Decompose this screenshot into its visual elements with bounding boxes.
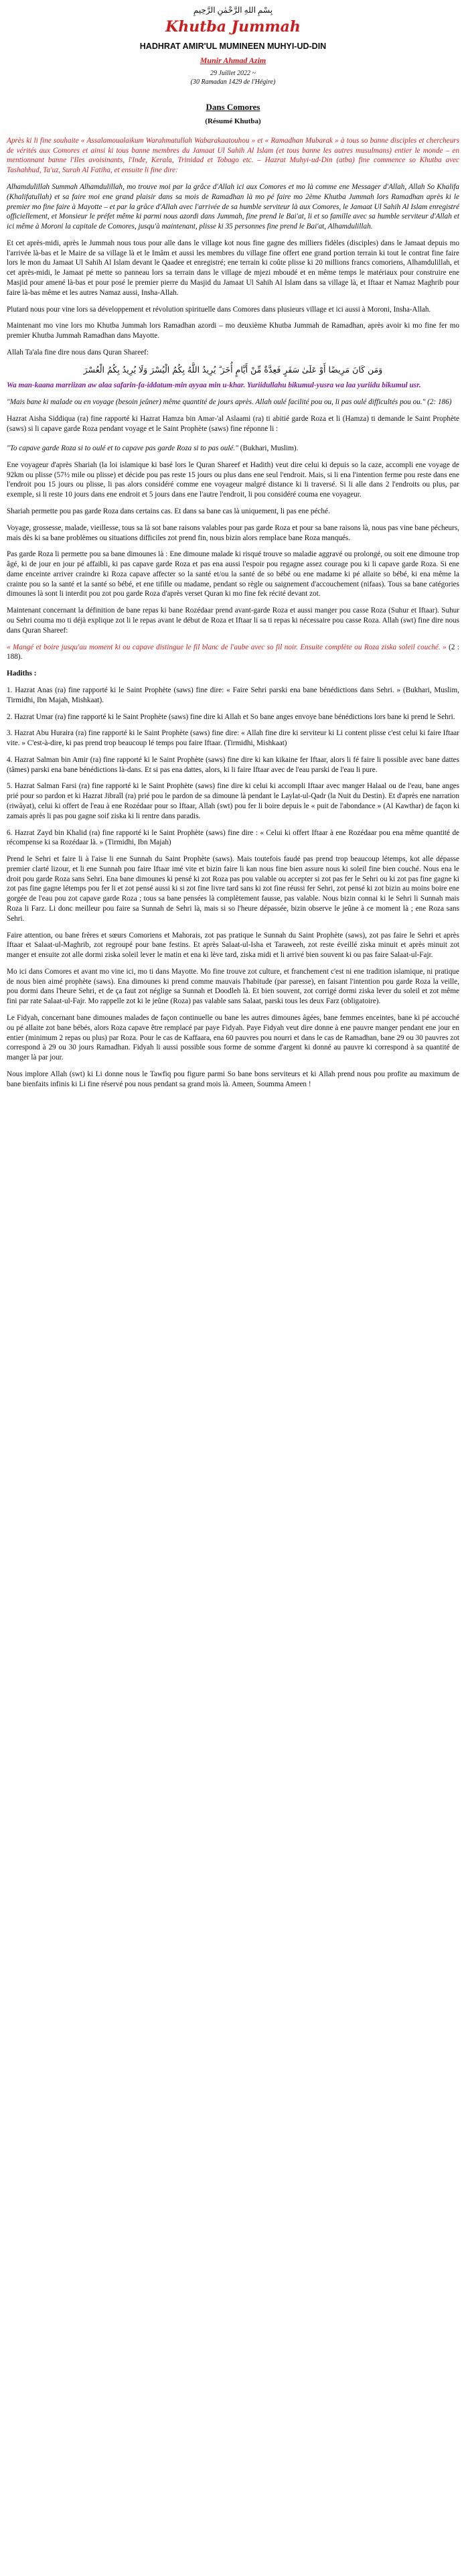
verse-transliteration: Wa man-kaana marriizan aw alaa safarin-fa-iddatum-min ayyaa min u-khar. Yuriidullahu bikumul-yusra wa laa yuriidu bikumul usr. [7, 381, 421, 390]
paragraph-14: Le Fidyah, concernant bane dimounes malades de façon continuelle ou bane les autres dimounes âgées, bane femmes enceintes, bane ki pé accouché ou pé allaite zot bane bébés, alors Roza capave être remplacé par paye Fidyah. Paye Fidyah veut dire donne à ene pauvre manger pendant ene jour en entier (minimum 2 repas ou plus) par Roza. Pour le cas de Kaffaara, ena 60 pauvres pou nourri et dans le cas de Ramadhan, bane 29 ou 30 pauvres zot correspond à 29 ou 30 jours Ramadhan. Fidyah li aussi possible sous forme de somme d'argent ki donné au pauvre ki correspond à sa quantité de manger là par jour. [7, 1014, 459, 1062]
hadith-5: 5. Hazrat Salman Farsi (ra) fine rapporté ki le Saint Prophète (saws) fine dire ki celui ki accompli Iftaar avec manger Halaal ou de l'eau, bane anges prié pour so pardon et ki Hazrat Jibraîl (ra) prié pou le pardon de sa dimoune là pendant le Laylat-ul-Qadr (la Nuit du Destin). Et d'après ene narration (riwâyat), celui ki offert de l'eau à ene Rozédaar pour so Iftaar, Allah (swt) pou fer li boire depuis le « puit de l'abondance » (Al Kawthar) de façon ki zamais après li pas pou gagne soif ziska ki li rentre dans paradis. [7, 782, 459, 820]
hadith-4: 4. Hazrat Salman bin Amir (ra) fine rapporté ki le Saint Prophète (saws) fine dire ki kan kikaine fer Iftaar, alors li fé faire li possible avec bane dattes (tâmes) parski ena bane bénédictions là-dans. Et si pas ena dattes, alors, ki li faire Iftaar avec de l'eau parski de l'eau li pure. [7, 755, 459, 774]
paragraph-13: Mo ici dans Comores et avant mo vine ici, mo ti dans Mayotte. Mo fine trouve zot culture, et franchement c'est ni ene tradition islamique, ni pratique de nous bien aimé prophète (saws). Ena dimounes ki prend comme mauvais l'habitude (par paresse), en faisant l'intention pou garde Roza la veille, pou dormi dans l'heure Sehri, et de ça faut zot néglige sa Sunnah et Doodleh là. Et bien souvent, zot corrigé dormi ziska lever du soleil et zot même fini par rate Salaat-ul-Fajr. Mo rappelle zot ki le jeûne (Roza) pas valable sans Salaat, parski tous les deux Farz (obligatoire). [7, 967, 459, 1006]
hadith-1: 1. Hazrat Anas (ra) fine rapporté ki le Saint Prophète (saws) fine dire: « Faire Sehri parski ena bane bénédictions dans Sehri. » (Bukhari, Muslim, Tirmidhi, Ibn Majah, Mishkaat). [7, 686, 459, 704]
verse-translation: "Mais bane ki malade ou en voyage (besoin jeûner) même quantité de jours après. Allah oulé facilité pou ou, li pas oulé difficultés pou ou." (2: 186) [7, 397, 452, 406]
paragraph-3: Plutard nous pour vine lors sa développement et révolution spirituelle dans Comores dans plusieurs village et ici aussi à Moroni, Insha-Allah. [7, 305, 431, 314]
aisha-text: Hazrat Aisha Siddiqua (ra) fine rapporté ki Hazrat Hamza bin Amar-'al Aslaami (ra) ti abitié garde Roza et li (Hamza) ti demande le Saint Prophète (saws) si li capave garde Roza pendant voyage et le Saint Prophète (saws) fine réponne li : [7, 414, 459, 433]
paragraph-5: Allah Ta'ala fine dire nous dans Quran Shareef: [7, 348, 149, 357]
paragraph-15: Nous implore Allah (swt) ki Li donne nous le Tawfiq pou figure parmi So bane bons serviteurs et ki Allah prend nous pou profite au maximum de bane bienfaits infinis ki Li fine réservé pou nous pendant sa grand mois là. Ameen, Soumma Ameen ! [7, 1070, 459, 1088]
quran-quote: « Mangé et boire jusqu'au moment ki ou capave distingue le fil blanc de l'aube avec so fil noir. Ensuite complète ou Roza ziska soleil couché. » [7, 643, 447, 651]
bismillah: بِسْمِ اللهِ الرَّحْمٰنِ الرَّحِيمِ [193, 5, 273, 15]
paragraph-6: Ene voyageur d'après Shariah (la loi islamique ki basé lors le Quran Shareef et Hadith) veut dire celui ki depuis so la caze, accompli ene voyage de 92km ou plisse (57½ mile ou plisse) et décide pou pas reste 15 jours ou plus dans ene seul l'endroit. Mais, si li ena l'intention ferme pou reste dans ene l'endroit pou 15 jours ou plisse, li pas alors considéré comme ene voyageur malgré distance ki li traversé. Si li alle dans 2 l'endroits ou plus, par exemple, si li reste 10 jours dans ene endroit et 5 jours dans ene l'autre l'endroit, li pou considéré couma ene voyageur. [7, 460, 459, 499]
hadith-2: 2. Hazrat Umar (ra) fine rapporté ki le Saint Prophète (saws) fine dire ki Allah et So bane anges envoye bane bénédictions lors bane ki prend le Sehri. [7, 712, 455, 721]
date-line-1: 29 Juillet 2022 ~ [210, 70, 256, 78]
resume-label: (Résumé Khutba) [205, 117, 261, 126]
paragraph-10: Maintenant concernant la définition de bane repas ki bane Rozédaar prend avant-garde Roza et aussi manger pou casse Roza (Suhur et Iftaar). Suhur ou Sehri couma mo ti déjà explique zot li le repas avant le début de Roza et Iftaar li sa ti repas ki nécessaire pou casse Roza. Allah (swt) fine dire nous dans Quran Shareef: [7, 606, 459, 635]
aisha-paragraph [7, 414, 459, 454]
hadiths-heading: Hadiths : [7, 669, 37, 678]
section-title: Dans Comores [206, 102, 260, 113]
paragraph-9: Pas garde Roza li permette pou sa bane dimounes là : Ene dimoune malade ki risqué trouve so maladie aggravé ou prolongé, ou soit ene dimoune trop âgé, ki de jour en jour pé affaibli, ki pas capave garde Roza et pas ena aussi l'espoir pou regagne assez courage pou ki li capave garde Roza. Si ene dame enceinte arriver craindre ki Roza capave affecter so la santé et/ou la santé de so bébé ou ene madame ki pé allaite so bébé, ki ena même la crainte pou so la santé et la santé so bébé, et ene tifille ou madame, pendant so règle ou saignement d'accouchement (nifaas). Tous sa bane catégories dimounes là sont li interdit pou zot pou garde Roza d'après verset Quran ki mo fine fek récité devant zot. [7, 550, 459, 598]
paragraph-4: Maintenant mo vine lors mo Khutba Jummah lors Ramadhan azordi – mo deuxième Khutba Jummah de Ramadhan, après avoir ki mo fine fer mo premier Khutba Jummah Ramadhan dans Mayotte. [7, 322, 459, 340]
quran-ref: (2 : 188). [7, 643, 460, 661]
verse-arabic: وَمَن كَانَ مَرِيضًا أَوْ عَلَىٰ سَفَرٍ فَعِدَّةٌ مِّنْ أَيَّامٍ أُخَرَ ۗ يُرِيدُ اللَّهُ بِكُمُ الْيُسْرَ وَلَا يُرِيدُ بِكُمُ الْعُسْرَ [83, 364, 383, 375]
hadith-6: 6. Hazrat Zayd bin Khalid (ra) fine rapporté ki le Saint Prophète (saws) fine dire : « Celui ki offert Iftaar à ene Rozédaar pou ena même quantité de récompense ki sa Rozédaar là. » (Tirmidhi, Ibn Majah) [7, 828, 459, 847]
quran-quote-paragraph [7, 643, 459, 663]
paragraph-1: Alhamdulillah Summah Alhamdulillah, mo trouve moi par la grâce d'Allah ici aux Comores et mo là comme ene Messager d'Allah, Allah So Khalifa (Khalifatullah) et sa faire moi ene grand plaisir dans sa mois de Ramadhan là mo pé faire mo 2ème Khutba Jummah lors Ramadhan après ki le premier mo fine faire à Mayotte – et par la grâce d'Allah avec l'arrivée de sa humble serviteur là aux Comores, le Jamaat Ul Sahih Al Islam enregistré officiellement, et Monsieur le préfet même ki parmi nous azordi dans Jummah, fine prend le Bai'at, li et so famille avec sa humble serviteur d'Allah et ici même à Moroni la capitale de Comores, jusqu'à maintenant, plisse ki 35 personnes fine prend le Bai'at, Alhamdulillah. [7, 182, 459, 231]
aisha-quote: "To capave garde Roza si to oulé et to capave pas garde Roza si to pas oulé." [7, 444, 238, 453]
paragraph-8: Voyage, grossesse, malade, vieillesse, tous sa là sot bane raisons valables pour pas garde Roza et pour sa bane raisons là, nous pas vine bane pécheurs, mais dès ki sa bane problèmes ou situations difficiles zot prend fin, nous bizin alors remplace bane Roza manqués. [7, 523, 459, 542]
paragraph-2: Et cet après-midi, après le Jummah nous tous pour alle dans le village kot nous fine gagne des milliers fidèles (disciples) dans le Jamaat depuis mo l'arrivée là-bas et le Maire de sa village là et le Imâm et aussi les membres du village fine offert ene grand portion terrain ki tout le contrat fine faire lors le mon du Jamaat Ul Sahih Al Islam devant le Qaadee et enregistré; ene terrain ki coûte plisse ki 20 millions francs comoriens, Alhamdulillah, et cet après-midi, le Jamaat pé mette so panneau lors sa terrain dans le village de mjezi mboudé et en même temps le matériaux pour construire ene Masjid pour amené là-bas et pour posé le premier pierre du Masjid du Jamaat Ul Sahih Al Islam dans sa village là, et Iftaar et Namaz Maghrib pour faire là-bas même et les autres Namaz aussi, Insha-Allah. [7, 239, 459, 297]
paragraph-11: Prend le Sehri et faire li à l'aise li ene Sunnah du Saint Prophète (saws). Mais toutefois faudé pas prend trop beaucoup létemps, kot alle dépasse premier clarté lizour, et li ene Sunnah pou faire Iftaar imé vite et bizin faire li kan nous fine bien assure nous ki soleil fine bien couché. Nous ena le droit pou garde Roza sans Sehri. Ena bane dimounes ki pensé ki zot Roza pas pou valable ou accepter si zot pas fer le Sehri ou ki zot pas fine gagne ki zot pas fine gagne létemps pou fer li et zot pensé aussi ki si zot fine livre tard sans ki zot fine réussi fer Sehri, zot pensé ki zot bizin au moins boire ene gorgée de l'eau pou zot capave garde Roza ; tous sa bane pensées là complètement fausse, pas valable. Nous bizin connai ki le Sehri li Sunnah mais Roza li Farz. Li donc meilleur pou faire sa Sunnah de Sehri là, mais si so l'heure dépassée, bizin observe le jeûne à ce moment là ; ene Roza sans Sehri. [7, 855, 459, 923]
khutba-title: Khutba Jummah [165, 17, 301, 36]
aisha-source: (Bukhari, Muslim). [240, 444, 299, 453]
hadith-3: 3. Hazrat Abu Huraira (ra) fine rapporté ki le Saint Prophète (saws) fine dire: « Allah fine dire ki serviteur ki Li content plisse c'est celui ki faire Iftaar vite. » C'est-à-dire, ki pas prend trop beaucoup lé temps pou faire Iftaar. (Tirmidhi, Mishkaat) [7, 729, 459, 748]
date-line-2: (30 Ramadan 1429 de l'Hégire) [190, 78, 276, 86]
paragraph-12: Faire attention, ou bane frères et sœurs Comoriens et Mahorais, zot pas pratique le Sunnah du Saint Prophète (saws), zot pas faire le Sehri et après Iftaar et Salaat-ul-Maghrib, zot regroupé pour bane festins. Et après Salaat-ul-Isha et Taraweeh, zot reste éveillé ziska minuit et après minuit zot manger et ensuite zot alle dormi ziska soleil lever le matin et ena ki lève tard, ziska midi et li arrivé bien souvent ki ou pas faire Salaat-ul-Fajr. [7, 931, 459, 960]
author-name: Munir Ahmad Azim [200, 56, 266, 66]
intro-paragraph: Après ki li fine souhaite « Assalamoualaikum Warahmatullah Wabarakaatouhou » et « Ramadhan Mubarak » à tous so banne disciples et chercheurs de vérités aux Comores et ainsi ki tous banne membres du Jamaat Ul Sahih Al Islam (et tous banne les autres musulmans) entier le monde – en mentionnant banne l'Iles avoisinants, l'Inde, Kerala, Trinidad et Tobago etc. – Hazrat Muhyi-ud-Din (atba) fine commence so Khutba avec Tashahhud, Ta'uz, Surah Al Fatiha, et ensuite li fine dire: [7, 136, 459, 175]
paragraph-7: Shariah permette pou pas garde Roza dans certains cas. Et dans sa bane cas là uniquement, li pas ene péché. [7, 507, 330, 516]
khutba-subtitle: HADHRAT AMIR'UL MUMINEEN MUHYI-UD-DIN [139, 41, 327, 51]
